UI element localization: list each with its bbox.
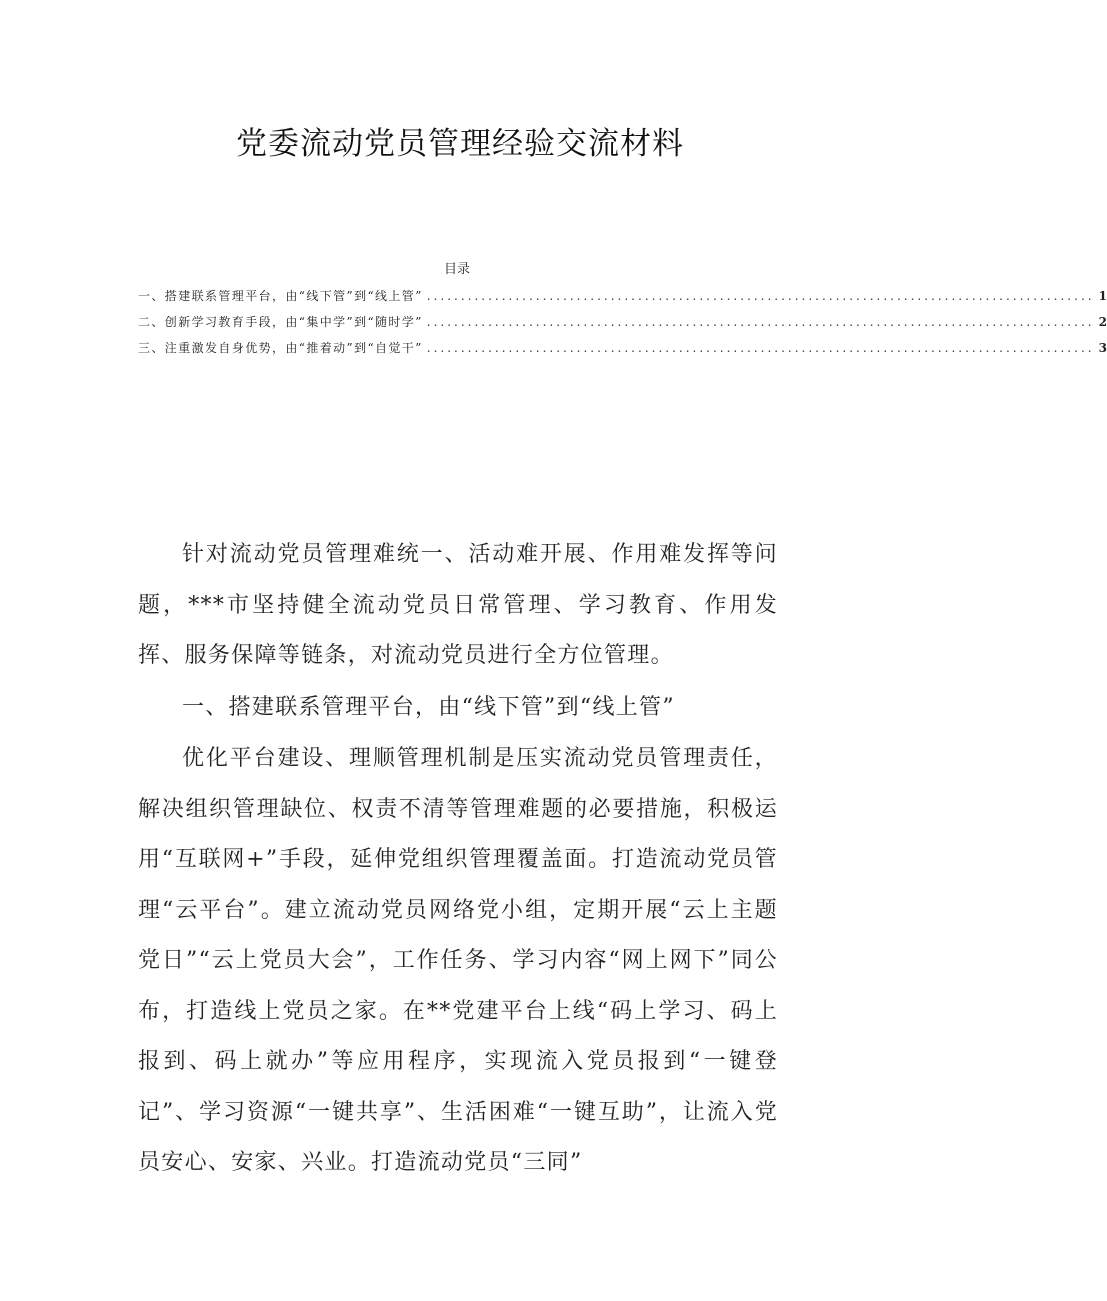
toc-entry-text: 三、注重激发自身优势，由“推着动”到“自觉干”: [138, 341, 423, 355]
document-title: 党委流动党员管理经验交流材料: [236, 126, 684, 162]
toc-entry-text: 一、搭建联系管理平台，由“线下管”到“线上管”: [138, 289, 423, 303]
document-body: [138, 530, 778, 1190]
toc-leader-dots: ..................................................................................................: [426, 315, 1095, 329]
toc-leader-dots: ..................................................................................................: [426, 341, 1095, 355]
toc-heading: 目录: [443, 262, 470, 277]
toc-entry[interactable]: [138, 283, 1107, 309]
toc-entry-page: 1: [1098, 289, 1107, 303]
toc-leader-dots: ..................................................................................................: [426, 289, 1095, 303]
section-paragraph: 优化平台建设、理顺管理机制是压实流动党员管理责任，解决组织管理缺位、权责不清等管理难题的必要措施，积极运用“互联网+”手段，延伸党组织管理覆盖面。打造流动党员管理“云平台”。建立流动党员网络党小组，定期开展“云上主题党日”“云上党员大会”，工作任务、学习内容“网上网下”同公布，打造线上党员之家。在**党建平台上线“码上学习、码上报到、码上就办”等应用程序，实现流入党员报到“一键登记”、学习资源“一键共享”、生活困难“一键互助”，让流入党员安心、安家、兴业。打造流动党员“三同”: [138, 746, 778, 1175]
intro-paragraph: 针对流动党员管理难统一、活动难开展、作用难发挥等问题，***市坚持健全流动党员日常管理、学习教育、作用发挥、服务保障等链条，对流动党员进行全方位管理。: [138, 542, 778, 668]
toc-entry[interactable]: [138, 335, 1107, 361]
toc-entry-page: 3: [1098, 341, 1107, 355]
section-heading: 一、搭建联系管理平台，由“线下管”到“线上管”: [182, 694, 675, 720]
toc-entry-page: 2: [1098, 315, 1107, 329]
toc-entry[interactable]: [138, 309, 1107, 335]
table-of-contents: [138, 258, 1107, 361]
toc-entry-text: 二、创新学习教育手段，由“集中学”到“随时学”: [138, 315, 423, 329]
